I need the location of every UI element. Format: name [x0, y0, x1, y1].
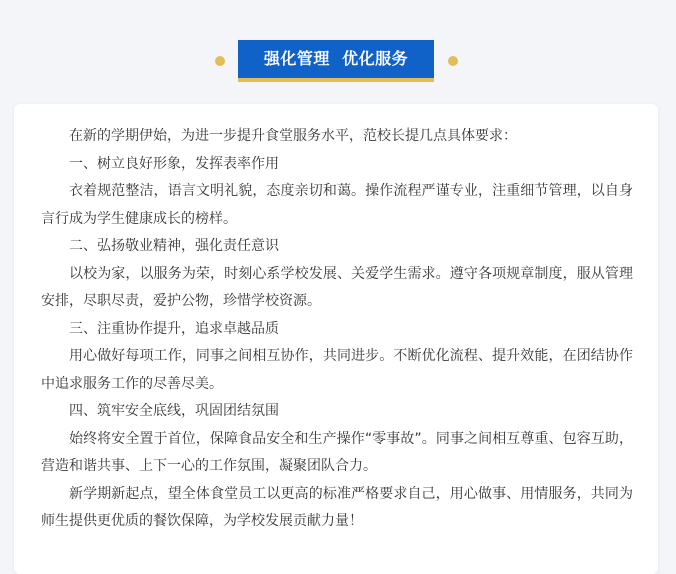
paragraph-intro: 在新的学期伊始，为进一步提升食堂服务水平，范校长提几点具体要求：: [69, 128, 517, 144]
decorative-dot-left: [215, 56, 225, 66]
heading-one: 一、树立良好形象，发挥表率作用: [69, 155, 279, 172]
heading-two: 二、弘扬敬业精神，强化责任意识: [69, 238, 279, 254]
paragraph-two: 以校为家，以服务为荣，时刻心系学校发展、关爱学生需求。遵守各项规章制度，服从管理安排，尽职尽责，爱护公物，珍惜学校资源。: [41, 265, 633, 309]
heading-four: 四、筑牢安全底线，巩固团结氛围: [69, 403, 279, 419]
section-header: [0, 40, 676, 82]
heading-three: 三、注重协作提升，追求卓越品质: [69, 320, 279, 337]
article-body: [41, 123, 633, 536]
paragraph-four: 始终将安全置于首位，保障食品安全和生产操作“零事故”。同事之间相互尊重、包容互助，营造和谐共事、上下一心的工作氛围，凝聚团队合力。: [41, 430, 633, 474]
paragraph-three: 用心做好每项工作，同事之间相互协作，共同进步。不断优化流程、提升效能，在团结协作中追求服务工作的尽善尽美。: [41, 348, 633, 392]
paragraph-closing: 新学期新起点，望全体食堂员工以更高的标准严格要求自己，用心做事、用情服务，共同为师生提供更优质的餐饮保障，为学校发展贡献力量！: [41, 485, 633, 529]
decorative-dot-right: [448, 56, 458, 66]
title-banner: [238, 40, 434, 82]
paragraph-one: 衣着规范整洁，语言文明礼貌，态度亲切和蔼。操作流程严谨专业，注重细节管理，以自身言行成为学生健康成长的榜样。: [41, 183, 633, 227]
page-title: 强化管理 优化服务: [263, 49, 409, 68]
